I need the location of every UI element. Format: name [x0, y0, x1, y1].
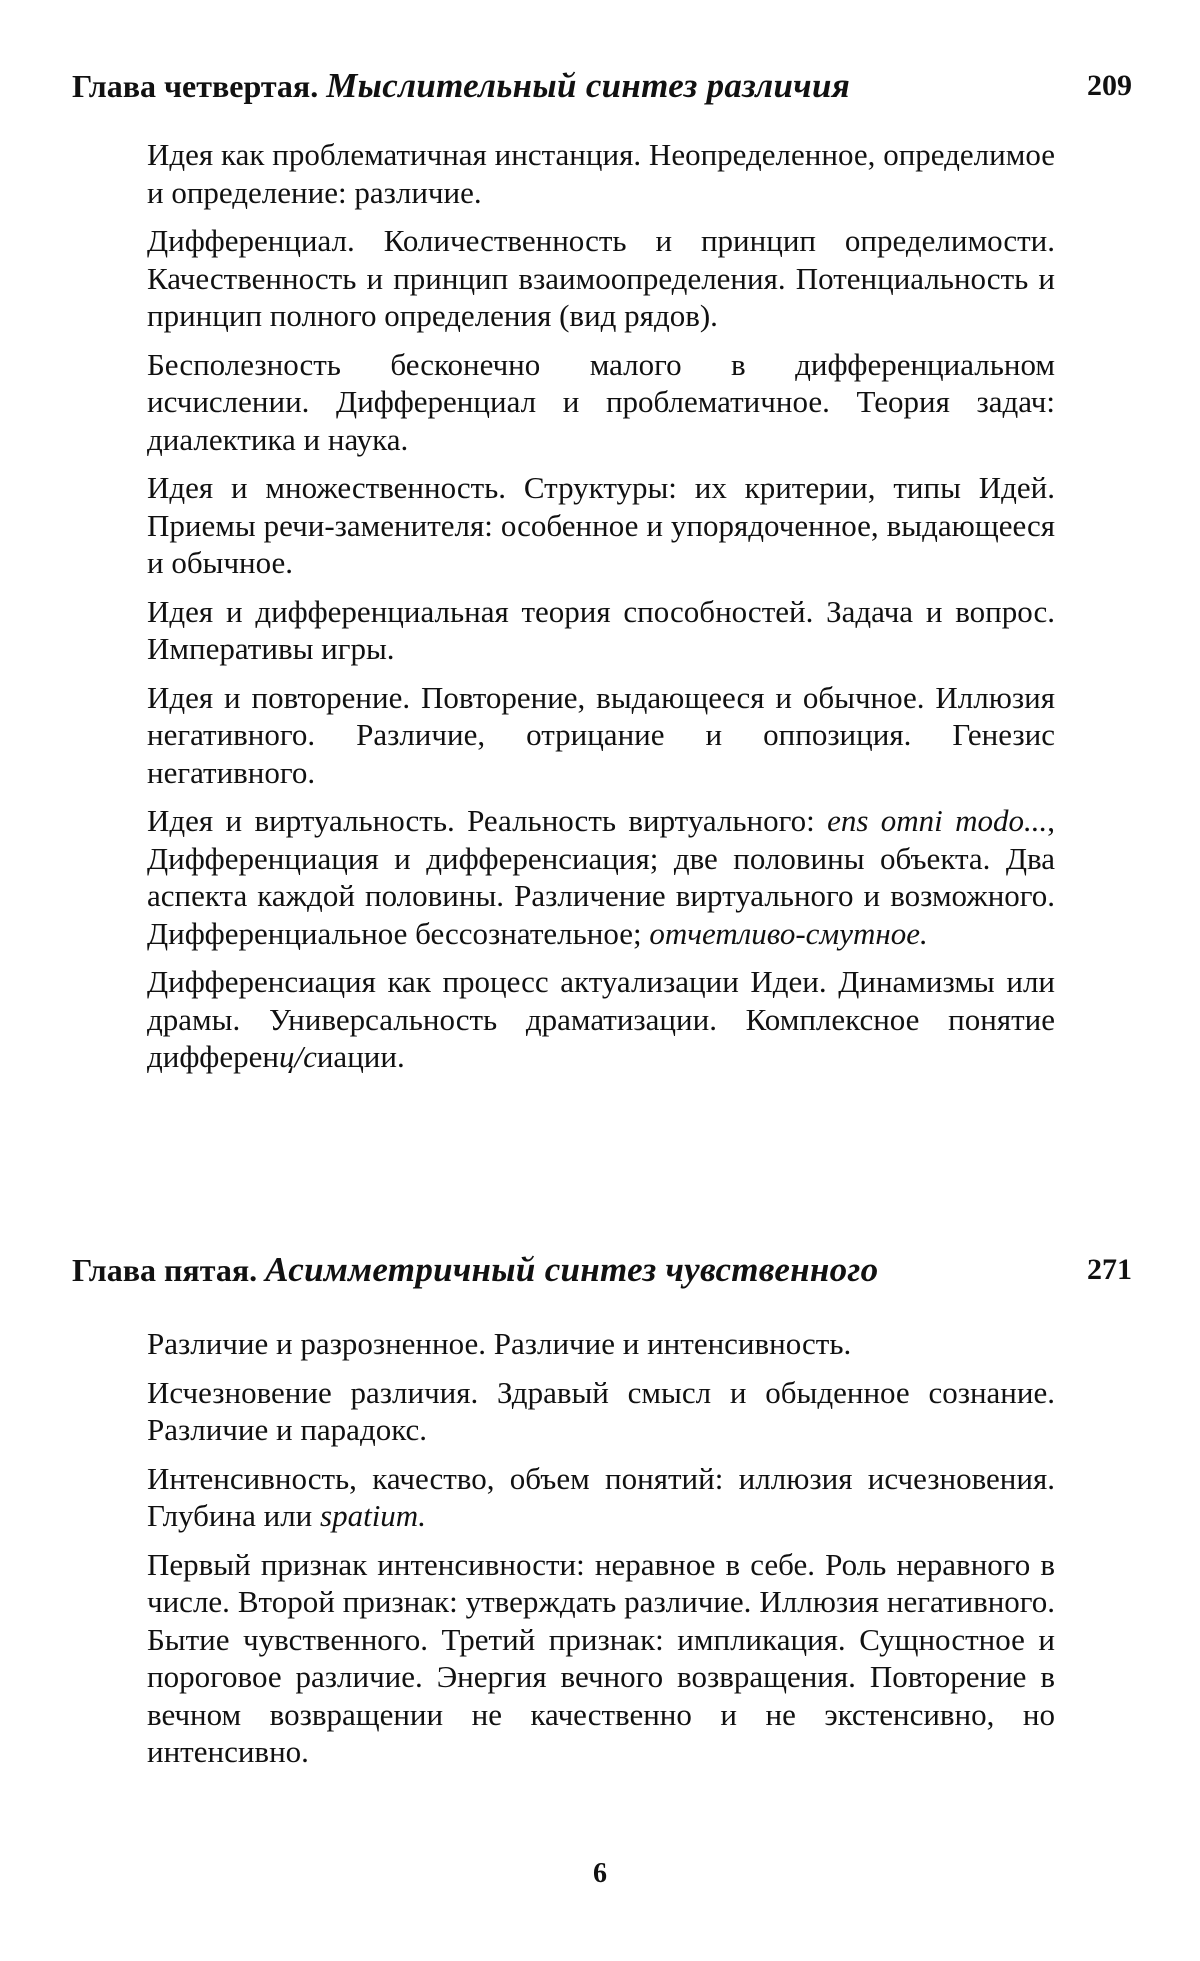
chapter-5-title: Асимметричный синтез чувственного [265, 1250, 879, 1289]
c5p3-text-a: Интенсивность, качество, объем понятий: иллюзия исчезновения. Глубина или [147, 1460, 1055, 1533]
p8-italic-a: ц/с [278, 1039, 317, 1074]
p7-text-b: , Дифференциация и дифференсиация; две половины объекта. Два аспекта каждой половины. Различение виртуального и возможного. Дифференциальное бессознательное; [147, 803, 1055, 951]
chapter-5-label: Глава пятая. [72, 1252, 258, 1288]
chapter-4-paragraph-4: Идея и множественность. Структуры: их критерии, типы Идей. Приемы речи-заменителя: особенное и упорядоченное, выдающееся и обычное. [147, 470, 1055, 580]
chapter-4-paragraph-2: Дифференциал. Количественность и принцип определимости. Качественность и принцип взаимоопределения. Потенциальность и принцип полного определения (вид рядов). [147, 223, 1055, 333]
chapter-4-paragraph-3: Бесполезность бесконечно малого в дифференциальном исчислении. Дифференциал и проблематичное. Теория задач: диалектика и наука. [147, 346, 1055, 457]
chapter-5-paragraph-4: Первый признак интенсивности: неравное в себе. Роль неравного в числе. Второй признак: утверждать различие. Иллюзия негативного. Бытие чувственного. Третий признак: импликация. Сущностное и пороговое различие. Энергия вечного возвращения. Повторение в вечном возвращении не качественно и не экстенсивно, но интенсивно. [147, 1546, 1055, 1769]
chapter-4-paragraph-1: Идея как проблематичная инстанция. Неопределенное, определимое и определение: различие. [147, 137, 1055, 210]
chapter-4-label: Глава четвертая. [72, 68, 319, 104]
chapter-4-paragraph-6: Идея и повторение. Повторение, выдающееся и обычное. Иллюзия негативного. Различие, отрицание и оппозиция. Генезис негативного. [147, 679, 1055, 790]
p7-italic-b: отчетливо-смутное. [649, 915, 928, 951]
chapter-4-title: Мыслительный синтез различия [326, 66, 851, 105]
chapter-4-paragraph-7 [147, 802, 1055, 952]
chapter-5-paragraph-3 [147, 1460, 1055, 1535]
chapter-5-heading [72, 1242, 1132, 1298]
chapter-5-page-number: 271 [1087, 1253, 1132, 1286]
chapter-5-paragraph-1: Различие и разрозненное. Различие и интенсивность. [147, 1326, 852, 1361]
chapter-5-paragraph-2: Исчезновение различия. Здравый смысл и обыденное сознание. Различие и парадокс. [147, 1374, 1055, 1447]
page-folio: 6 [593, 1858, 607, 1889]
chapter-4-page-number: 209 [1087, 69, 1132, 102]
chapter-5-contents [147, 1325, 1055, 1782]
chapter-4-paragraph-8 [147, 963, 1055, 1076]
p8-text-b: иации. [316, 1039, 405, 1074]
p7-text-a: Идея и виртуальность. Реальность виртуального: [147, 803, 828, 838]
chapter-4-contents [147, 136, 1055, 1087]
p8-text-a: Дифференсиация как процесс актуализации Идеи. Динамизмы или драмы. Универсальность драматизации. Комплексное понятие дифферен [147, 964, 1055, 1074]
chapter-4-paragraph-5: Идея и дифференциальная теория способностей. Задача и вопрос. Императивы игры. [147, 593, 1055, 666]
p7-italic-a: ens omni modo... [827, 803, 1048, 838]
c5p3-italic-a: spatium. [320, 1498, 426, 1533]
chapter-4-heading [72, 58, 1132, 114]
